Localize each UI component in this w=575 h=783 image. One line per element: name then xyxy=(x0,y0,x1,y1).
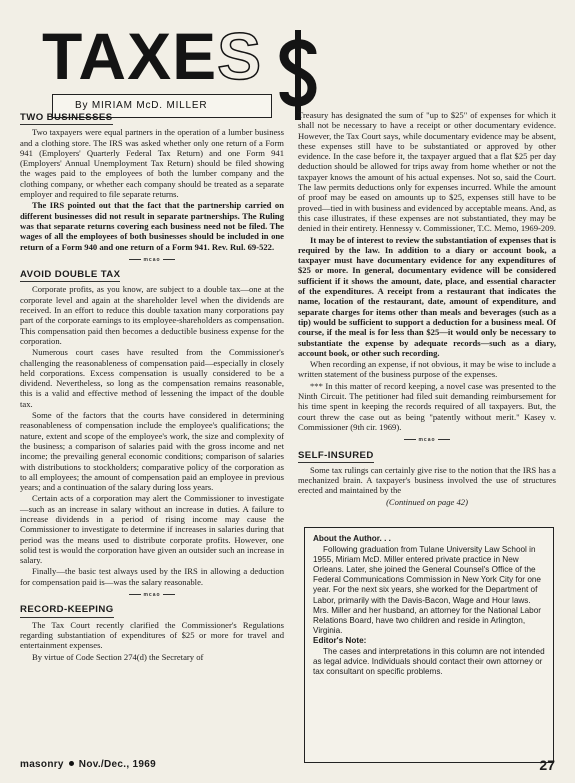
paragraph: Some of the factors that the courts have considered in determining reasonableness of compensation include the employee's qualifications; the nature, extent and scope of the employee's work, the size and complexity of the business; a comparison of salaries paid with the gross income and net income; the prevailing general economic conditions; comparison of salaries with distributions to stockholders; comparative policy of the corporation as to all employees; the amount of compensation paid an employee in previous years; and a continuation of the salary during loss years. xyxy=(20,410,284,493)
section-heading-two-businesses: TWO BUSINESSES xyxy=(20,113,113,125)
page-footer xyxy=(20,757,555,775)
section-heading-avoid-double-tax: AVOID DOUBLE TAX xyxy=(20,270,120,282)
paragraph: Corporate profits, as you know, are subject to a double tax—one at the corporate level and again at the shareholder level when the dividends are received. In an effort to reduce this double taxation many corporations pay part of the corporate earnings to its employee-shareholders as compensation. This compensation paid then becomes a deductible business expense for the corporation. xyxy=(20,284,284,346)
title-solid-letters: TAXE xyxy=(42,19,218,93)
section-separator: mcao xyxy=(20,590,284,600)
section-separator: mcao xyxy=(20,255,284,265)
paragraph-bold: It may be of interest to review the substantiation of expenses that is required by the law. In addition to a diary or account book, a taxpayer must have documentary evidence for any expenditures of $25 or more. In general, documentary evidence will be considered sufficient if it shows the amount, date, place, and essential character of the expenditures. A receipt from a restaurant that indicates the name, location of the restaurant, date, amount of expenditure, and separate charges for items other than meals and beverages (such as a tip) would be sufficient to support a deduction for a business meal. Of course, if the meal is for less than $25—it would only be necessary to substantiate the expense by adequate records—such as a diary, account book, or other such recording. xyxy=(298,234,556,358)
paragraph-bold: The IRS pointed out that the fact that the partnership carried on different businesses did not result in separate partnerships. The Ruling was that separate returns covering each business need not be filed. The wages of all the employees of both businesses should be included in one return of a Form 940 and one return of a Form 941. Rev. Rul. 69-522. xyxy=(20,200,284,252)
left-column xyxy=(20,109,284,663)
section-heading-record-keeping: RECORD-KEEPING xyxy=(20,605,114,617)
about-author-heading: About the Author. . . xyxy=(313,534,391,543)
paragraph: Certain acts of a corporation may alert the Commissioner to investigate—such as an increase in salary without an increase in duties. A failure to increase dividends in a period of rising income may cause the Commissioner to investigate to determine if increases in salaries during that period was the means used to distribute corporate profits. However, one solid test is would the corporation have given an outsider such an increase in salary. xyxy=(20,493,284,566)
byline: By MIRIAM McD. MILLER xyxy=(52,94,272,118)
continued-note: (Continued on page 42) xyxy=(386,496,468,507)
paragraph: By virtue of Code Section 274(d) the Secretary of xyxy=(32,651,204,662)
author-bio: Following graduation from Tulane University Law School in 1955, Miriam McD. Miller entered private practice in New Orleans. Later, she joined the General Counsel's Office of the Federal Communications Commission in New York City for one year. For the next six years, she worked for the Department of Labor, primarily with the Davis-Bacon, Wage and Hour laws. Mrs. Miller and her husband, an attorney for the National Labor Relations Board, have two children and reside in Arlington, Virginia. xyxy=(313,545,542,635)
paragraph: The Tax Court recently clarified the Commissioner's Regulations regarding substantiation of expenditures of $25 or more for travel and entertainment expenses. xyxy=(20,619,284,651)
paragraph: Some tax rulings can certainly give rise to the notion that the IRS has a mechanized brain. A taxpayer's business involved the use of structures erected and maintained by the xyxy=(298,464,556,496)
dollar-sign-icon xyxy=(278,30,318,120)
title-outline-letter: S xyxy=(217,19,263,93)
page-number: 27 xyxy=(539,757,555,773)
about-author-box xyxy=(304,527,554,763)
paragraph: Finally—the basic test always used by the IRS in allowing a deduction for compensation paid is—was the salary reasonable. xyxy=(20,566,284,587)
right-column xyxy=(298,110,556,508)
section-heading-self-insured: SELF-INSURED xyxy=(298,451,374,463)
section-separator: mcao xyxy=(298,435,556,445)
issue-date: Nov./Dec., 1969 xyxy=(78,759,156,770)
paragraph: *** In this matter of record keeping, a novel case was presented to the Ninth Circuit. The petitioner had filed suit demanding reimbursement for his time spent in keeping the records required of all taxpayers. But, the court threw the case out as being "patently without merit." Kasey v. Commissioner (9th cir. 1969). xyxy=(298,380,556,432)
bullet-icon xyxy=(69,761,74,766)
column-title xyxy=(42,16,278,96)
paragraph: Treasury has designated the sum of "up to $25" of expenses for which it shall not be necessary to have a receipt or other documentary evidence. However, the Tax Court says, while documentary evidence may be absent, these expenses still have to be substantiated or approved by other evidence. In the case before it, the taxpayer argued that a flat $25 per day deduction should be allowed for trips away from home whether or not the taxpayer knows the amount of his actual expenses. Not so, said the Court. The law permits deductions only for expenses incurred. While the amount of proof may be eased on amounts up to $25, expenses still have to be proved—tied in with business and evidenced by acceptable means. And, as this case illustrates, if these expenses are not substantiated, they may be denied in their entirety. Hennessy v. Commissioner, T.C. Memo, 1969-209. xyxy=(298,110,556,234)
paragraph: Numerous court cases have resulted from the Commissioner's challenging the reasonableness of compensation paid—especially in closely held corporations. Excess compensation is usually considered to be a dividend. Nevertheless, so long as the compensation remains reasonable, this is a valid and effective method of lessening the impact of the double tax. xyxy=(20,347,284,409)
editors-note-heading: Editor's Note: xyxy=(313,635,367,645)
magazine-name: masonry xyxy=(20,759,64,770)
paragraph: When recording an expense, if not obvious, it may be wise to include a written statement of the business purpose of the expenses. xyxy=(298,359,556,380)
editors-note: The cases and interpretations in this column are not intended as legal advice. Individuals should contact their own attorney or tax consultant on specific problems. xyxy=(313,647,545,677)
paragraph: Two taxpayers were equal partners in the operation of a lumber business and a clothing store. The IRS was asked whether only one return of a Form 941 (Employers' Quarterly Federal Tax Return) and one Form 941 (Employers' Annual Unemployment Tax Return) should be filed showing the wages paid to the employees of both the lumber company and the clothing company, or whether each company should be treated as a separate employer and required to file separate returns. xyxy=(20,127,284,200)
